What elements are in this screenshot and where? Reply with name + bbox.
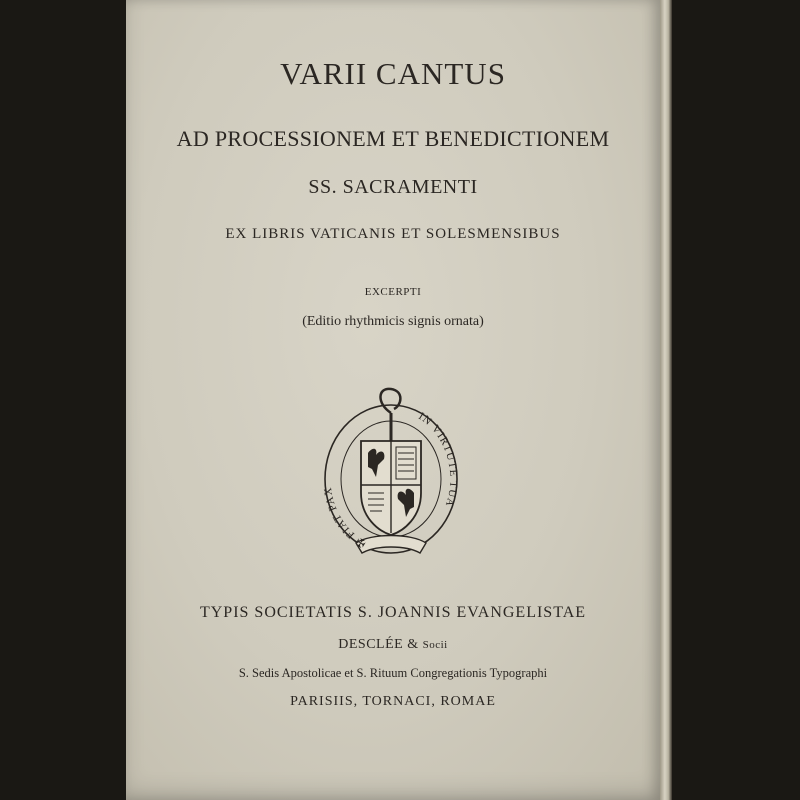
book-subtitle: AD PROCESSIONEM ET BENEDICTIONEM [176,126,610,151]
publisher-line-3: S. Sedis Apostolicae et S. Rituum Congregationis Typographi [238,666,548,680]
publisher-cities: PARISIIS, TORNACI, ROMAE [290,694,496,709]
edition-note: (Editio rhythmicis signis ornata) [302,314,484,329]
publisher-name: DESCLÉE & [338,637,423,652]
seal-right-motto: IN VIRTUTE TUA [416,410,460,509]
sacramenti-line: SS. SACRAMENTI [308,176,478,198]
publisher-line-1: TYPIS SOCIETATIS S. JOANNIS EVANGELISTAE [199,604,587,621]
seal-emblem-icon [316,383,466,563]
source-line: EX LIBRIS VATICANIS ET SOLESMENSIBUS [225,226,561,242]
seal-left-motto: ✠ FIAT PAX [321,485,369,550]
book-title: VARII CANTUS [280,56,506,91]
publisher-socii: Socii [422,639,448,651]
excerpti-line: EXCERPTI [364,286,422,298]
page-edge [660,0,672,800]
publisher-line-2 [126,637,660,653]
